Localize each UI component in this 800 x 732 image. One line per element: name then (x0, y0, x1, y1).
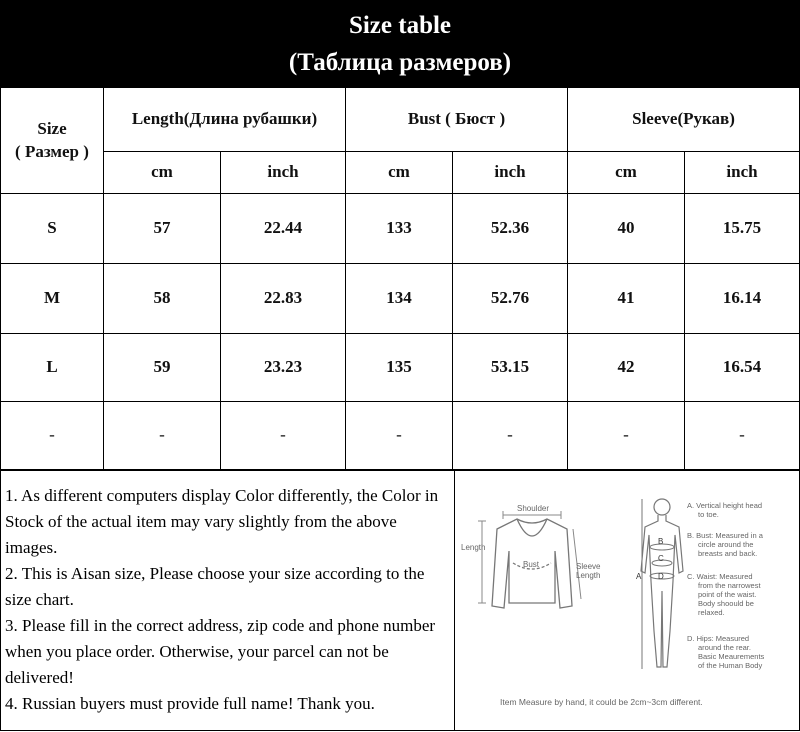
marker-c: C (658, 554, 664, 563)
unit-header: cm (568, 152, 685, 194)
table-cell: 53.15 (453, 334, 568, 402)
measure-footnote: Item Measure by hand, it could be 2cm~3cm different. (500, 697, 703, 707)
table-cell: - (104, 402, 221, 470)
legend-line: breasts and back. (698, 549, 758, 558)
body-figure-icon (641, 499, 683, 667)
legend-line: relaxed. (698, 608, 725, 617)
measurement-diagram (455, 470, 800, 731)
legend-line: Basic Meaurements (698, 652, 765, 661)
table-cell: 133 (346, 194, 453, 264)
table-cell: 23.23 (221, 334, 346, 402)
unit-header: inch (221, 152, 346, 194)
length-group-header: Length(Длина рубашки) (104, 88, 346, 152)
legend-line: from the narrowest (698, 581, 761, 590)
size-header-line1: Size (37, 118, 67, 138)
table-cell: 58 (104, 264, 221, 334)
table-cell: 22.83 (221, 264, 346, 334)
measurement-legend (687, 501, 765, 670)
size-cell: L (0, 334, 104, 402)
legend-line: around the rear. (698, 643, 751, 652)
page-subtitle: (Таблица размеров) (288, 49, 512, 76)
size-cell: S (0, 194, 104, 264)
note-item: 1. As different computers display Color differently, the Color in Stock of the actual item may vary slightly from the above images. (5, 486, 439, 557)
table-cell: 57 (104, 194, 221, 264)
table-cell: - (568, 402, 685, 470)
table-cell: 15.75 (685, 194, 800, 264)
legend-line: of the Human Body (698, 661, 763, 670)
legend-line: A. Vertical height head (687, 501, 763, 510)
table-cell: - (453, 402, 568, 470)
table-cell: 52.76 (453, 264, 568, 334)
note-item: 4. Russian buyers must provide full name! Thank you. (5, 694, 375, 713)
notes-panel (0, 470, 455, 731)
measurement-illustration (455, 471, 800, 732)
table-cell: 59 (104, 334, 221, 402)
shoulder-label: Shoulder (517, 504, 550, 513)
table-cell: 16.54 (685, 334, 800, 402)
table-cell: - (221, 402, 346, 470)
page-title: Size table (348, 12, 452, 39)
size-header-line2: ( Размер ) (15, 141, 89, 161)
size-cell: M (0, 264, 104, 334)
unit-header: inch (453, 152, 568, 194)
sleeve-label-2: Length (576, 571, 601, 580)
note-item: 2. This is Aisan size, Please choose your size according to the size chart. (5, 564, 425, 609)
size-header-cell (0, 88, 104, 194)
table-cell: 16.14 (685, 264, 800, 334)
length-label: Length (461, 543, 486, 552)
note-item: 3. Please fill in the correct address, zip code and phone number when you place order. Otherwise, your parcel can not be delivered! (5, 616, 436, 687)
table-cell: 52.36 (453, 194, 568, 264)
legend-line: point of the waist. (698, 590, 757, 599)
legend-line: B. Bust: Measured in a (687, 531, 763, 540)
unit-header: cm (104, 152, 221, 194)
marker-d: D (658, 572, 664, 581)
table-cell: 135 (346, 334, 453, 402)
unit-header: cm (346, 152, 453, 194)
legend-line: Body shoould be (698, 599, 754, 608)
legend-line: D. Hips: Measured (687, 634, 750, 643)
unit-header: inch (685, 152, 800, 194)
table-cell: 41 (568, 264, 685, 334)
sleeve-label-1: Sleeve (576, 562, 601, 571)
legend-line: C. Waist: Measured (687, 572, 753, 581)
marker-a: A (636, 572, 642, 581)
table-cell: 42 (568, 334, 685, 402)
header-banner (0, 0, 800, 88)
size-cell: - (0, 402, 104, 470)
table-cell: 134 (346, 264, 453, 334)
marker-b: B (658, 537, 664, 546)
legend-line: to toe. (698, 510, 719, 519)
table-cell: - (685, 402, 800, 470)
table-cell: 22.44 (221, 194, 346, 264)
legend-line: circle around the (698, 540, 754, 549)
sleeve-group-header: Sleeve(Рукав) (568, 88, 800, 152)
bust-label: Bust (523, 560, 540, 569)
bust-group-header: Bust ( Бюст ) (346, 88, 568, 152)
table-cell: 40 (568, 194, 685, 264)
table-cell: - (346, 402, 453, 470)
